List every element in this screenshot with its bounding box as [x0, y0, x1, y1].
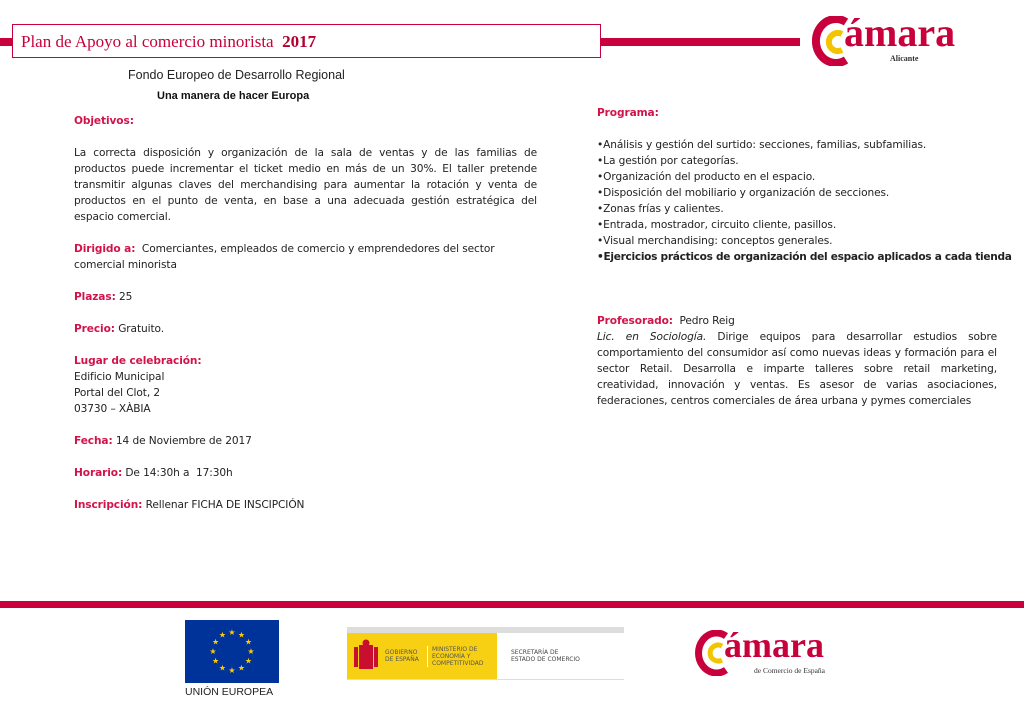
gobierno-text: GOBIERNO DE ESPAÑA — [385, 649, 419, 663]
secretaria-text: SECRETARÍA DE ESTADO DE COMERCIO — [511, 649, 580, 663]
programa-item: •Entrada, mostrador, circuito cliente, pasillos. — [597, 219, 837, 231]
eu-star: ★ — [244, 656, 253, 666]
camara-alicante-logo — [812, 10, 992, 70]
eu-star: ★ — [218, 663, 227, 673]
programa-label: Programa: — [597, 107, 659, 119]
programa-item: •Ejercicios prácticos de organización del espacio aplicados a cada tienda — [597, 251, 1012, 263]
programa-item: •Visual merchandising: conceptos generales. — [597, 235, 833, 247]
logo-word: ámara — [724, 625, 824, 665]
gobierno-logo — [347, 627, 624, 680]
programa-item: •La gestión por categorías. — [597, 155, 739, 167]
precio — [74, 321, 537, 337]
ministerio-text: MINISTERIO DE ECONOMÍA Y COMPETITIVIDAD — [427, 646, 487, 667]
eu-star: ★ — [237, 630, 246, 640]
lugar-line: Edificio Municipal — [74, 371, 165, 383]
logo-sub: de Comercio de España — [754, 666, 826, 675]
eu-stars-icon — [185, 620, 279, 683]
eu-star: ★ — [228, 666, 236, 675]
programa-item: •Disposición del mobiliario y organización de secciones. — [597, 187, 890, 199]
fecha-label: Fecha: — [74, 435, 113, 447]
eu-star: ★ — [228, 628, 236, 637]
horario-value: De 14:30h a 17:30h — [125, 467, 233, 479]
profesorado — [597, 313, 997, 329]
left-column — [74, 113, 537, 513]
eu-star: ★ — [211, 656, 220, 666]
fund-name: Fondo Europeo de Desarrollo Regional — [128, 68, 345, 82]
eu-star: ★ — [211, 637, 220, 647]
footer-bar — [0, 601, 1024, 608]
eu-star: ★ — [244, 637, 253, 647]
objetivos-text: La correcta disposición y organización de la sala de ventas y de las familias de productos puede incrementar el ticket medio en más de un 30%. El taller pretende transmitir algunas claves del merchandising para aumentar la rotación y venta de productos en el punto de venta, en base a una adecuada gestión estratégica del espacio comercial. — [74, 147, 537, 223]
motto: Una manera de hacer Europa — [157, 90, 310, 102]
horario-label: Horario: — [74, 467, 123, 479]
precio-label: Precio: — [74, 323, 115, 335]
page-title — [12, 24, 601, 58]
inscripcion-label: Inscripción: — [74, 499, 143, 511]
dirigido — [74, 241, 504, 273]
coat-of-arms-icon — [353, 639, 379, 673]
camara-espana-logo — [694, 624, 854, 680]
dirigido-text: Comerciantes, empleados de comercio y emprendedores del sector comercial minorista — [74, 243, 495, 271]
eu-star: ★ — [218, 630, 227, 640]
programa-item: •Zonas frías y calientes. — [597, 203, 724, 215]
plazas — [74, 289, 537, 305]
eu-label: UNIÓN EUROPEA — [185, 686, 274, 698]
logo-sub: Alicante — [890, 54, 919, 63]
eu-star: ★ — [237, 663, 246, 673]
lugar-line: 03730 – XÀBIA — [74, 403, 151, 415]
precio-value: Gratuito. — [118, 323, 164, 335]
plazas-value: 25 — [118, 291, 133, 303]
fecha-value: 14 de Noviembre de 2017 — [115, 435, 252, 447]
fecha — [74, 433, 537, 449]
dirigido-label: Dirigido a: — [74, 243, 136, 255]
profesorado-name: Pedro Reig — [679, 315, 735, 327]
eu-star: ★ — [209, 647, 217, 656]
gobierno-yellow — [347, 633, 497, 679]
lugar-line: Portal del Clot, 2 — [74, 387, 161, 399]
plazas-label: Plazas: — [74, 291, 116, 303]
title-text: Plan de Apoyo al comercio minorista — [21, 32, 274, 51]
horario — [74, 465, 537, 481]
lugar-label: Lugar de celebración: — [74, 355, 202, 367]
programa-item: •Análisis y gestión del surtido: secciones, familias, subfamilias. — [597, 139, 927, 151]
right-column — [597, 105, 1012, 409]
inscripcion-link[interactable]: Rellenar FICHA DE INSCIPCIÓN — [145, 499, 305, 511]
profesorado-degree: Lic. en Sociología. — [597, 331, 707, 343]
programa-item: •Organización del producto en el espacio. — [597, 171, 816, 183]
eu-flag — [185, 620, 279, 683]
inscripcion — [74, 497, 537, 513]
objetivos-label: Objetivos: — [74, 115, 134, 127]
title-year: 2017 — [282, 32, 317, 51]
eu-star: ★ — [247, 647, 255, 656]
profesorado-text: Dirige equipos para desarrollar estudios sobre comportamiento del consumidor así como nuevas ideas y formación para el sector Retail. Desarrolla e imparte talleres sobre retail marketing, creatividad, innovación y ventas. Es asesor de varias asociaciones, federaciones, centros comerciales de área urbana y pymes comerciales — [597, 331, 997, 407]
profesorado-bio — [597, 329, 997, 409]
logo-word: ámara — [844, 10, 956, 55]
profesorado-label: Profesorado: — [597, 315, 673, 327]
header-bar-right — [600, 38, 800, 46]
